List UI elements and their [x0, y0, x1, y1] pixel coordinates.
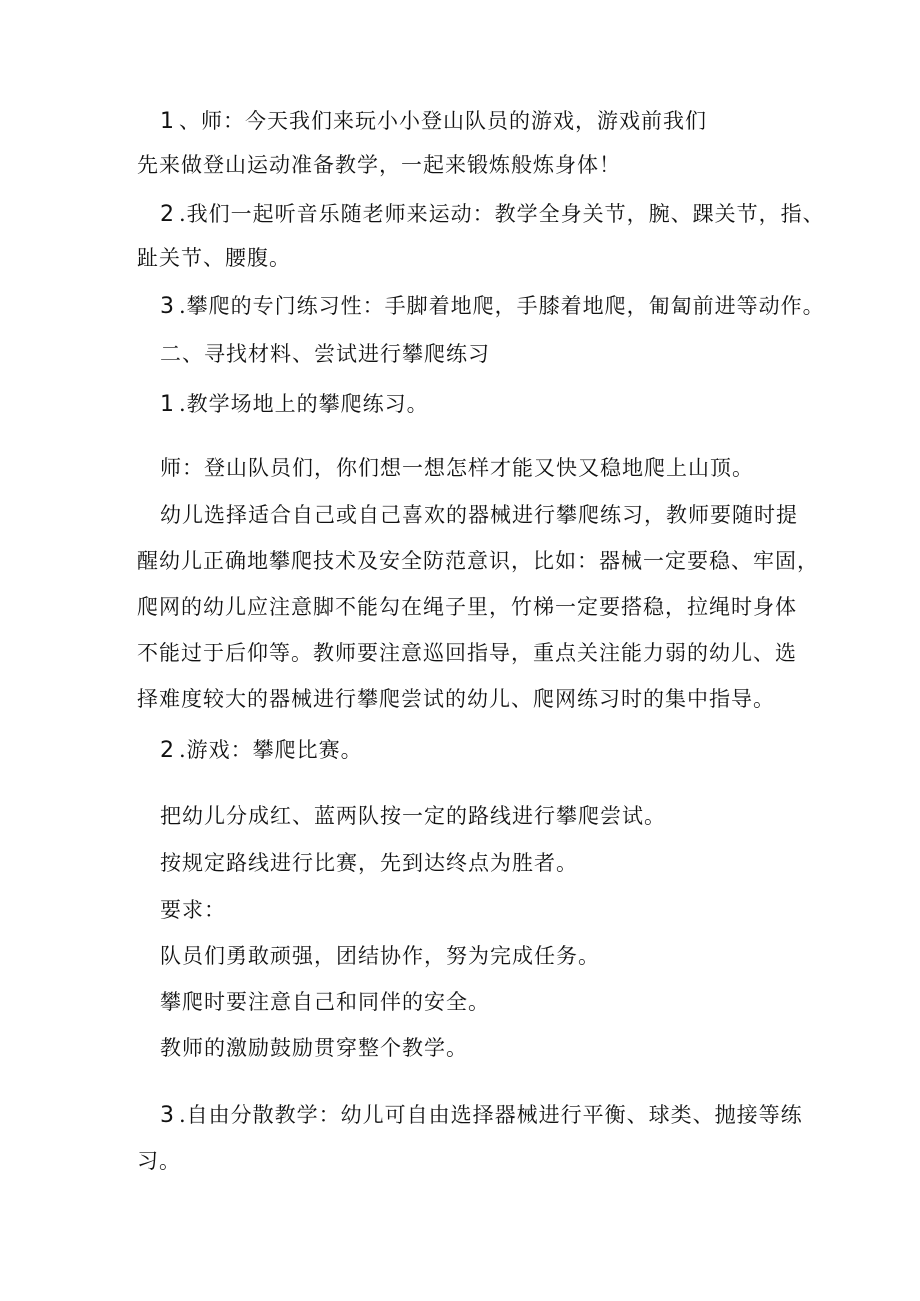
intro-line-2: 先来做登山运动准备教学，一起来锻炼般炼身体！ — [137, 153, 621, 177]
item1-title: .教学场地上的攀爬练习。 — [179, 392, 429, 416]
item3-line-1 — [160, 1100, 803, 1131]
item2-number: 2 — [160, 738, 175, 763]
item1-number: 1 — [160, 392, 175, 417]
special-practice-text: .攀爬的专门练习性：手脚着地爬，手膝着地爬，匍匐前进等动作。 — [179, 294, 825, 318]
warmup-line-1 — [160, 199, 825, 230]
special-practice-number: 3 — [160, 294, 175, 319]
item1-line — [160, 389, 429, 420]
intro-number: 1 — [160, 109, 175, 134]
item3-text-1: .自由分散教学：幼儿可自由选择器械进行平衡、球类、抛接等练 — [179, 1103, 803, 1127]
warmup-text-1: .我们一起听音乐随老师来运动：教学全身关节，腕、踝关节，指、 — [179, 202, 825, 226]
paragraph-line-3: 爬网的幼儿应注意脚不能勾在绳子里，竹梯一定要搭稳，拉绳时身体 — [137, 595, 797, 619]
game-line-3: 要求： — [160, 898, 226, 922]
intro-text-1: 、师：今天我们来玩小小登山队员的游戏，游戏前我们 — [179, 109, 707, 133]
special-practice-line — [160, 291, 825, 322]
warmup-number: 2 — [160, 202, 175, 227]
paragraph-line-4: 不能过于后仰等。教师要注意巡回指导，重点关注能力弱的幼儿、选 — [137, 641, 797, 665]
teacher-line: 师：登山队员们，你们想一想怎样才能又快又稳地爬上山顶。 — [160, 456, 754, 480]
item2-line — [160, 735, 363, 766]
item3-line-2: 习。 — [137, 1149, 181, 1173]
intro-line-1 — [160, 106, 707, 137]
paragraph-line-5: 择难度较大的器械进行攀爬尝试的幼儿、爬网练习时的集中指导。 — [137, 687, 775, 711]
paragraph-line-2: 醒幼儿正确地攀爬技术及安全防范意识，比如：器械一定要稳、牢固， — [137, 549, 819, 573]
warmup-line-2: 趾关节、腰腹。 — [137, 246, 291, 270]
game-line-2: 按规定路线进行比赛，先到达终点为胜者。 — [160, 851, 578, 875]
game-line-1: 把幼儿分成红、蓝两队按一定的路线进行攀爬尝试。 — [160, 804, 666, 828]
section2-heading: 二、寻找材料、尝试进行攀爬练习 — [160, 342, 490, 366]
game-line-5: 攀爬时要注意自己和同伴的安全。 — [160, 990, 490, 1014]
paragraph-line-1: 幼儿选择适合自己或自己喜欢的器械进行攀爬练习，教师要随时提 — [160, 503, 798, 527]
item3-number: 3 — [160, 1103, 175, 1128]
game-line-6: 教师的激励鼓励贯穿整个教学。 — [160, 1036, 468, 1060]
item2-title: .游戏：攀爬比赛。 — [179, 738, 363, 762]
game-line-4: 队员们勇敢顽强，团结协作，努为完成任务。 — [160, 944, 600, 968]
